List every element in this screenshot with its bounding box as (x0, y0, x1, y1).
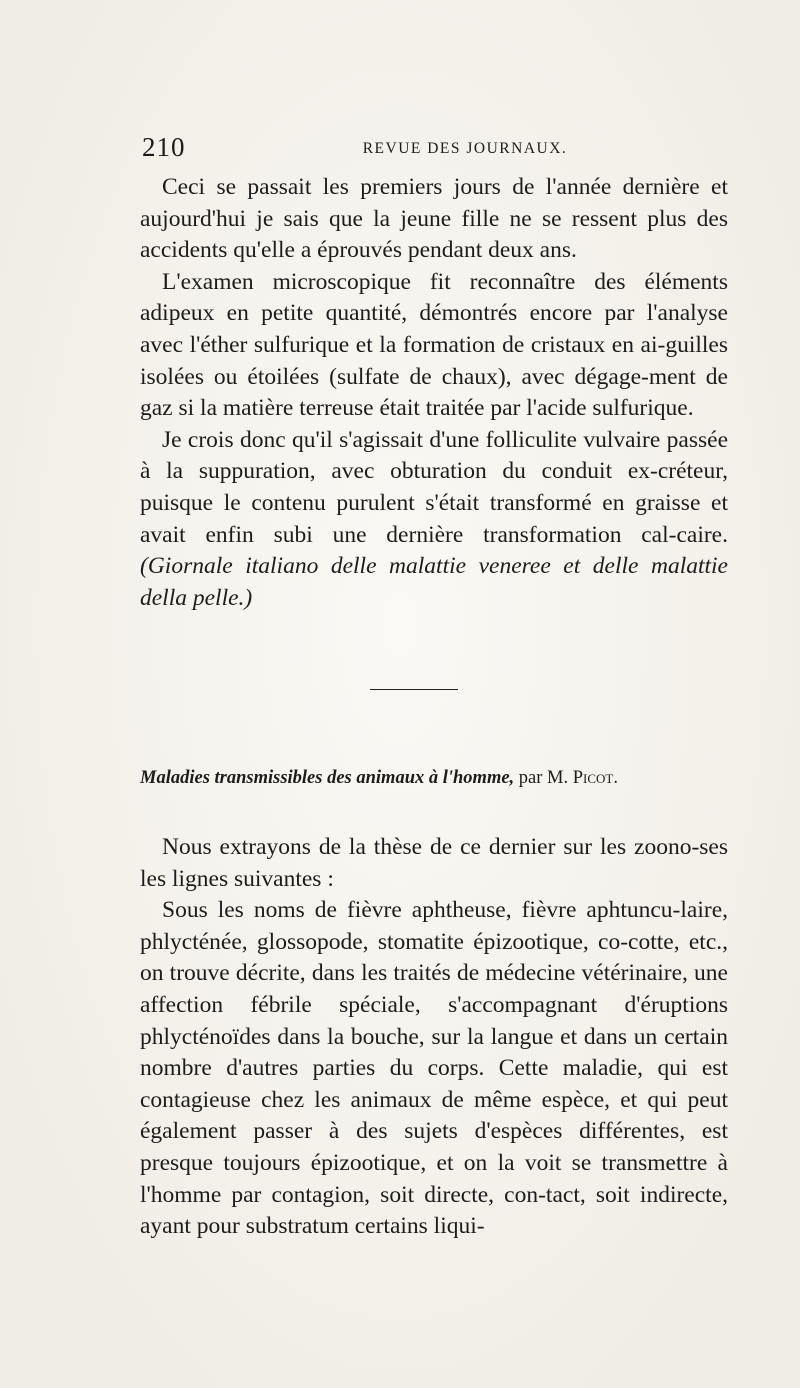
paragraph: Nous extrayons de la thèse de ce dernier sur les zoono-ses les lignes suivantes : (140, 834, 728, 892)
paragraph-text: Je crois donc qu'il s'agissait d'une folliculite vulvaire passée à la suppuration, avec obturation du conduit ex-créteur, puisque le contenu purulent s'était transformé en graisse et avait enfin subi une dernière transformation cal-caire. (140, 426, 728, 548)
paragraph (140, 425, 728, 615)
article-continuation (140, 172, 728, 614)
journal-citation: (Giornale italiano delle malattie veneree et delle malattie della pelle.) (140, 553, 728, 611)
paragraph: Sous les noms de fièvre aphtheuse, fièvre aphtuncu-laire, phlycténée, glossopode, stomatite épizootique, co-cotte, etc., on trouve décrite, dans les traités de médecine vétérinaire, une affection fébrile spéciale, s'accompagnant d'éruptions phlycténoïdes dans la bouche, sur la langue et dans un certain nombre d'autres parties du corps. Cette maladie, qui est contagieuse chez les animaux de même espèce, et qui peut également passer à des sujets d'espèces différentes, est presque toujours épizootique, et on la voit se transmettre à l'homme par contagion, soit directe, con-tact, soit indirecte, ayant pour substratum certains liqui- (140, 897, 728, 1240)
author-suffix: . (613, 768, 618, 788)
page-header (142, 132, 728, 168)
author-name: Picot (572, 768, 614, 788)
running-title: REVUE DES JOURNAUX. (362, 140, 568, 157)
page-number: 210 (142, 132, 186, 162)
article-body (140, 832, 728, 1243)
section-heading (140, 765, 728, 791)
author-prefix: par M. (518, 768, 569, 788)
paragraph: L'examen microscopique fit reconnaître des éléments adipeux en petite quantité, démontrés encore par l'analyse avec l'éther sulfurique et la formation de cristaux en ai-guilles isolées ou étoilées (sulfate de chaux), avec dégage-ment de gaz si la matière terreuse était traitée par l'acide sulfurique. (140, 268, 728, 422)
section-divider (370, 689, 458, 690)
paragraph: Ceci se passait les premiers jours de l'année dernière et aujourd'hui je sais que la jeune fille ne se ressent plus des accidents qu'elle a éprouvés pendant deux ans. (140, 174, 728, 264)
article-title: Maladies transmissibles des animaux à l'homme, (140, 768, 515, 788)
